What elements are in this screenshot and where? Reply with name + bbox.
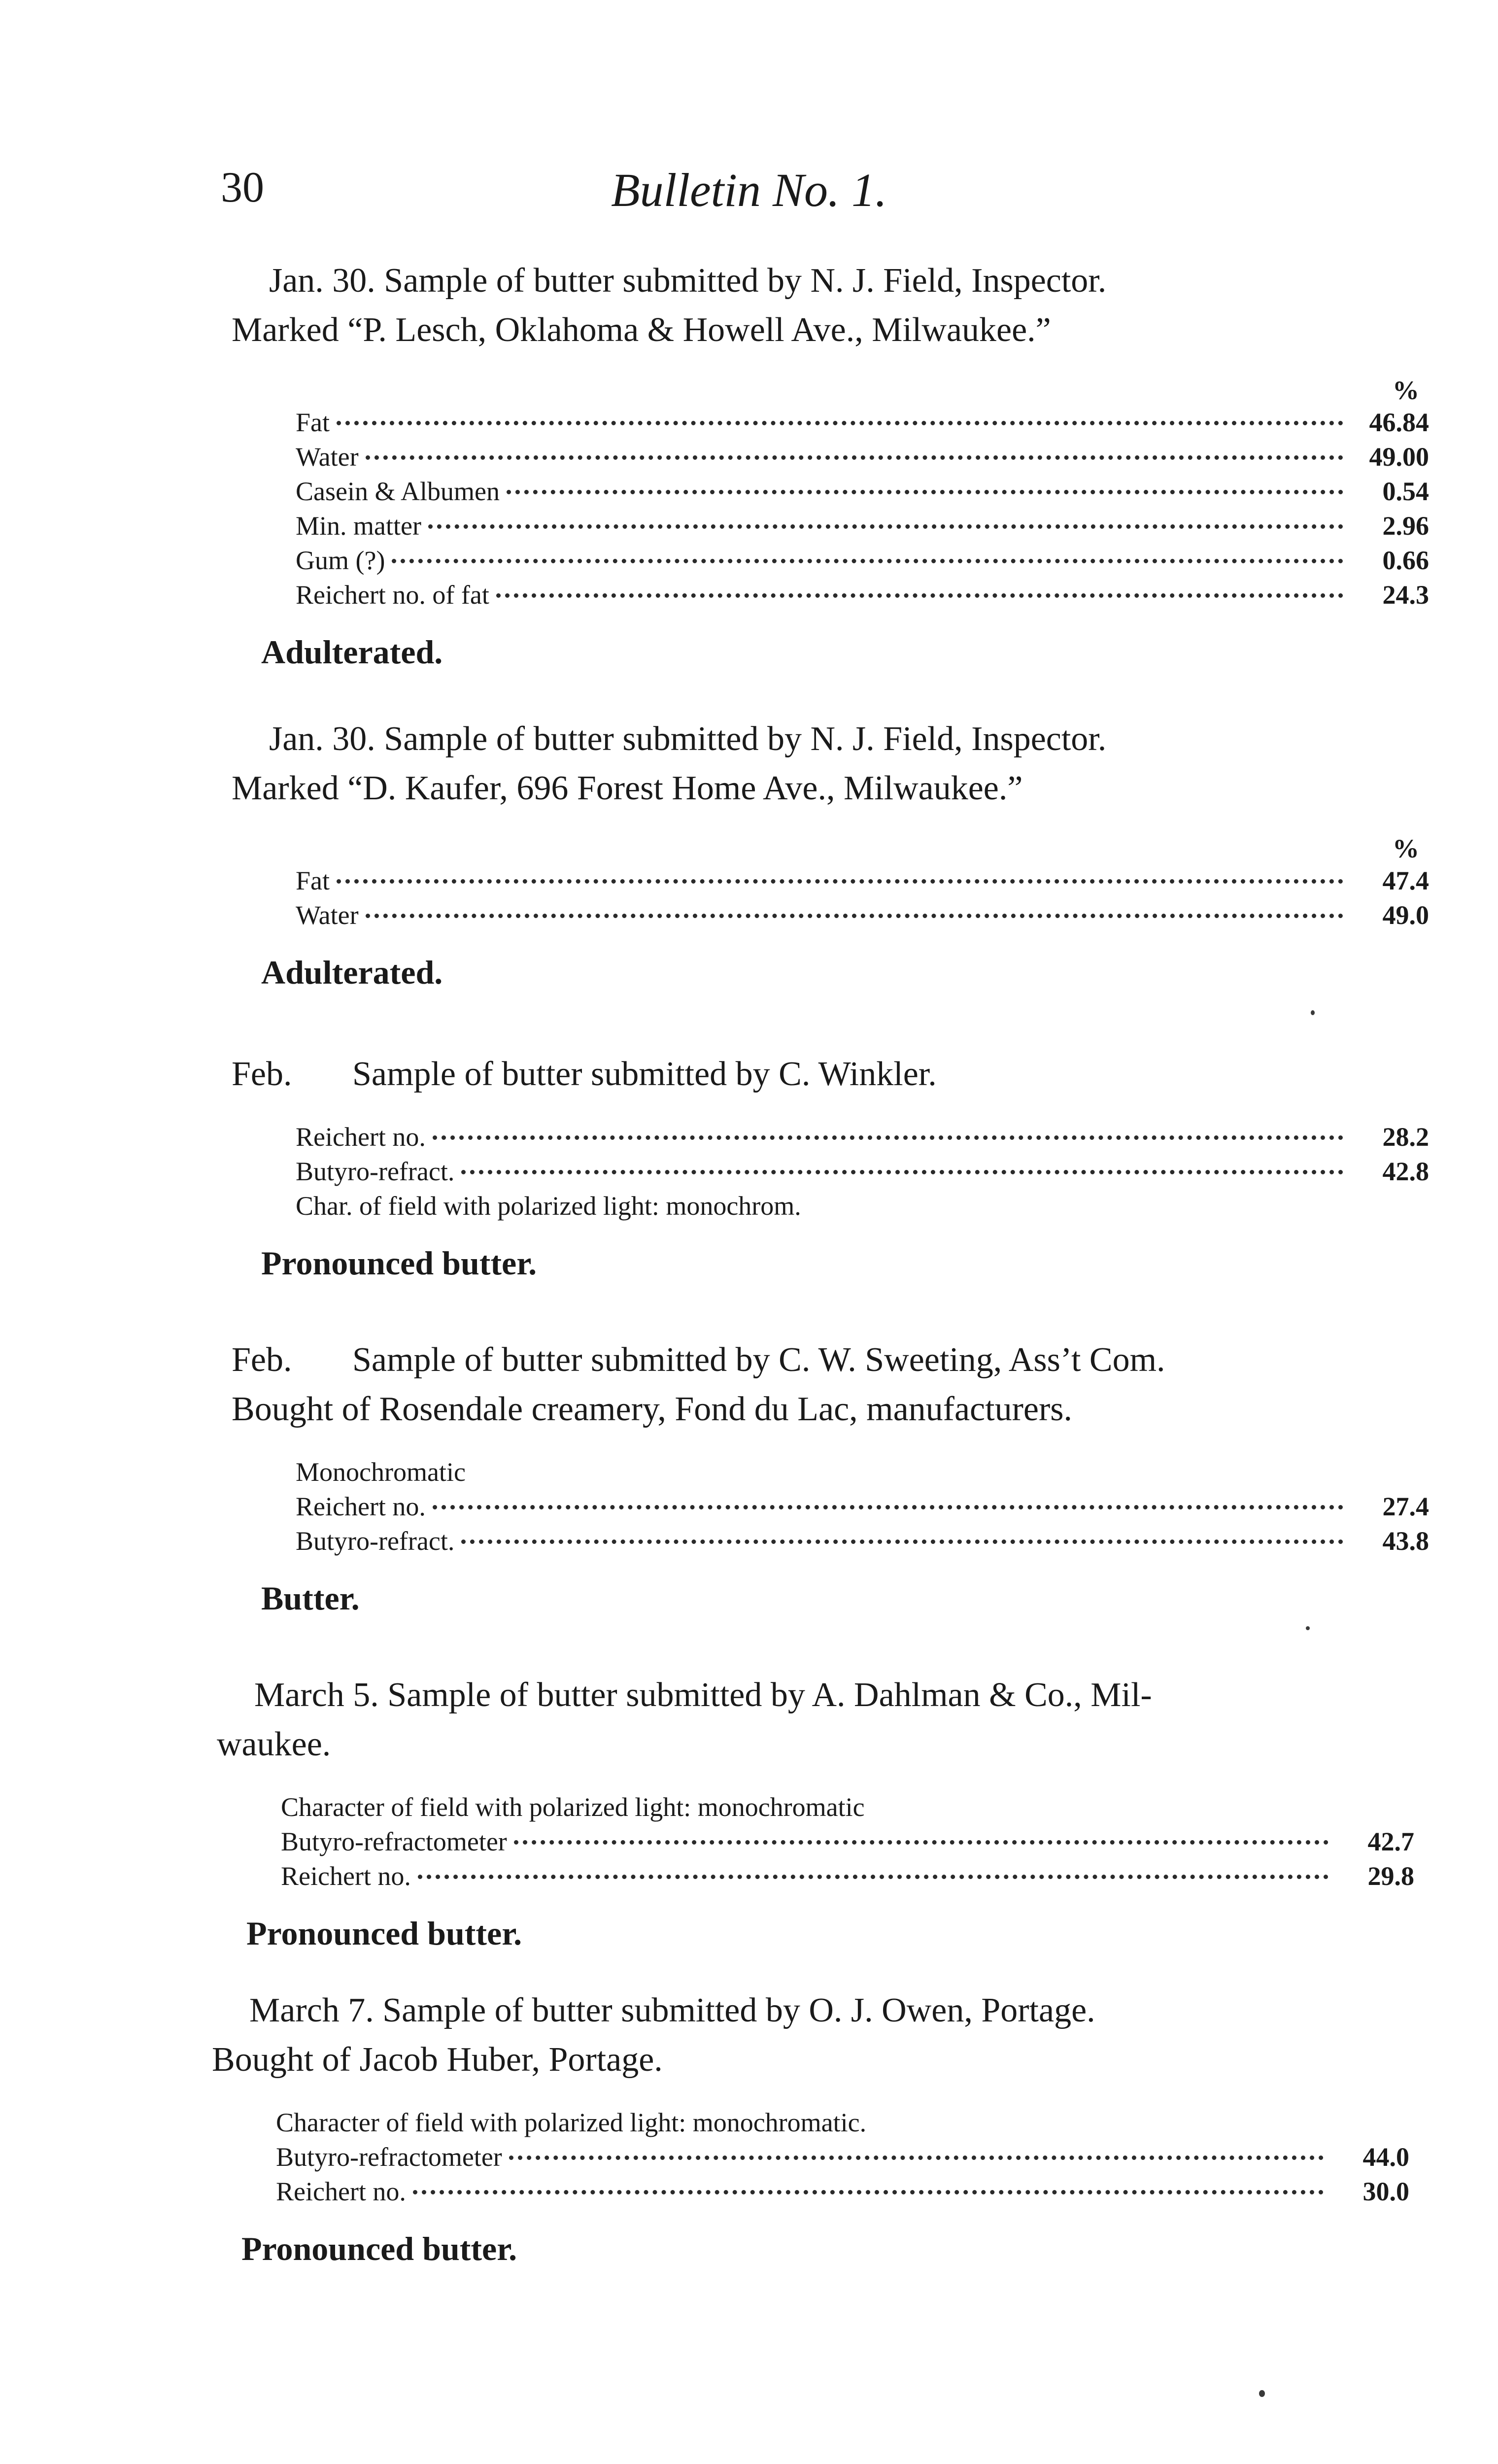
row-label: Reichert no. <box>276 2177 406 2206</box>
entry-heading-line: Feb. Sample of butter submitted by C. Winkler. <box>232 1055 937 1093</box>
running-title: Bulletin No. 1. <box>611 164 887 216</box>
analysis-table <box>296 376 1429 612</box>
analysis-row <box>276 2105 1409 2140</box>
sample-entry <box>217 1671 1414 1955</box>
entry-conclusion: Pronounced butter. <box>241 2230 517 2267</box>
row-value: 42.7 <box>1367 1827 1414 1856</box>
row-label: Min. matter <box>296 511 421 541</box>
scan-speck <box>1306 1626 1310 1630</box>
entry-conclusion: Pronounced butter. <box>246 1915 522 1952</box>
row-label: Casein & Albumen <box>296 477 500 506</box>
row-value: 49.00 <box>1369 442 1429 472</box>
analysis-row <box>276 2174 1409 2209</box>
analysis-row <box>296 543 1429 578</box>
analysis-row <box>296 405 1429 440</box>
analysis-table <box>296 1120 1429 1223</box>
entry-heading-line: Marked “D. Kaufer, 696 Forest Home Ave., Milwaukee.” <box>232 769 1023 807</box>
analysis-row <box>296 578 1429 612</box>
row-label: Fat <box>296 866 330 895</box>
dot-leader <box>509 2156 1324 2160</box>
analysis-row <box>296 509 1429 543</box>
row-label: Water <box>296 442 359 472</box>
dot-leader <box>496 593 1343 598</box>
scan-speck <box>1311 1010 1315 1015</box>
dot-leader <box>461 1540 1343 1544</box>
analysis-row <box>296 440 1429 474</box>
page-header <box>0 163 1498 232</box>
row-value: 28.2 <box>1382 1122 1429 1152</box>
analysis-row <box>296 898 1429 932</box>
row-value: 49.0 <box>1382 900 1429 930</box>
analysis-row <box>296 474 1429 509</box>
row-value: 0.66 <box>1382 546 1429 575</box>
entry-conclusion: Adulterated. <box>261 633 443 671</box>
row-label: Reichert no. <box>296 1492 426 1521</box>
scan-speck <box>1259 2390 1265 2397</box>
analysis-table <box>296 834 1429 932</box>
analysis-row <box>296 1524 1429 1558</box>
analysis-row <box>276 2140 1409 2174</box>
entry-conclusion: Butter. <box>261 1579 360 1617</box>
row-label: Reichert no. of fat <box>296 580 489 610</box>
sample-entry <box>232 256 1429 674</box>
row-value: 27.4 <box>1382 1492 1429 1521</box>
analysis-table <box>296 1455 1429 1558</box>
dot-leader <box>461 1170 1343 1174</box>
dot-leader <box>428 524 1343 529</box>
dot-leader <box>433 1135 1343 1140</box>
entry-heading <box>232 715 1424 813</box>
dot-leader <box>433 1505 1343 1509</box>
dot-leader <box>413 2190 1324 2194</box>
analysis-row <box>296 863 1429 898</box>
dot-leader <box>418 1875 1328 1879</box>
entry-heading <box>217 1671 1409 1769</box>
analysis-row <box>281 1859 1414 1893</box>
analysis-row <box>296 1455 1429 1489</box>
row-label: Butyro-refractometer <box>276 2142 502 2172</box>
row-label: Butyro-refractometer <box>281 1827 507 1856</box>
entry-heading-line: Jan. 30. Sample of butter submitted by N. J. Field, Inspector. <box>269 720 1107 758</box>
dot-leader <box>337 421 1343 425</box>
analysis-table <box>281 1790 1414 1893</box>
entry-heading-line: Jan. 30. Sample of butter submitted by N. J. Field, Inspector. <box>269 262 1107 300</box>
analysis-row <box>281 1824 1414 1859</box>
row-value: 29.8 <box>1367 1861 1414 1891</box>
entry-heading <box>232 256 1424 355</box>
entry-heading <box>232 1050 1424 1099</box>
analysis-table <box>276 2105 1409 2209</box>
dot-leader <box>507 490 1343 494</box>
entry-heading-line: Bought of Jacob Huber, Portage. <box>212 2041 663 2079</box>
sample-entry <box>232 1050 1429 1285</box>
analysis-row <box>296 1120 1429 1154</box>
row-value: 42.8 <box>1382 1157 1429 1186</box>
entry-heading <box>232 1335 1424 1434</box>
entry-heading <box>212 1986 1404 2085</box>
row-value: 44.0 <box>1362 2142 1409 2172</box>
entry-heading-line: March 7. Sample of butter submitted by O. J. Owen, Portage. <box>249 1991 1095 2029</box>
row-value: 46.84 <box>1369 408 1429 437</box>
row-value: 30.0 <box>1362 2177 1409 2206</box>
entry-heading-line: March 5. Sample of butter submitted by A. Dahlman & Co., Mil- <box>254 1676 1152 1714</box>
dot-leader <box>366 914 1343 918</box>
row-label: Gum (?) <box>296 546 385 575</box>
entry-conclusion: Pronounced butter. <box>261 1244 537 1282</box>
dot-leader <box>514 1840 1328 1845</box>
analysis-row <box>296 1489 1429 1524</box>
row-label: Character of field with polarized light: monochromatic <box>281 1792 865 1822</box>
row-value: 2.96 <box>1382 511 1429 541</box>
row-value: 24.3 <box>1382 580 1429 610</box>
row-value: 0.54 <box>1382 477 1429 506</box>
row-label: Water <box>296 900 359 930</box>
entry-heading-line: Marked “P. Lesch, Oklahoma & Howell Ave., Milwaukee.” <box>232 311 1051 349</box>
row-label: Character of field with polarized light: monochromatic. <box>276 2108 867 2137</box>
percent-sign: % <box>1393 834 1419 863</box>
row-label: Butyro-refract. <box>296 1157 455 1186</box>
dot-leader <box>366 455 1343 460</box>
row-label: Fat <box>296 408 330 437</box>
entry-heading-line: Bought of Rosendale creamery, Fond du Lac, manufacturers. <box>232 1390 1073 1428</box>
row-label: Reichert no. <box>281 1861 411 1891</box>
sample-entry <box>232 715 1429 994</box>
analysis-row <box>281 1790 1414 1824</box>
row-label: Monochromatic <box>296 1457 466 1487</box>
dot-leader <box>337 879 1343 884</box>
entry-heading-line: waukee. <box>217 1725 331 1763</box>
row-label: Butyro-refract. <box>296 1526 455 1556</box>
sample-entry <box>212 1986 1409 2271</box>
row-value: 47.4 <box>1382 866 1429 895</box>
entry-heading-line: Feb. Sample of butter submitted by C. W. Sweeting, Ass’t Com. <box>232 1341 1165 1379</box>
page-number: 30 <box>221 164 264 211</box>
analysis-row <box>296 1154 1429 1189</box>
dot-leader <box>392 559 1343 563</box>
row-label: Char. of field with polarized light: monochrom. <box>296 1191 801 1221</box>
sample-entry <box>232 1335 1429 1620</box>
row-label: Reichert no. <box>296 1122 426 1152</box>
row-value: 43.8 <box>1382 1526 1429 1556</box>
analysis-row <box>296 1189 1429 1223</box>
entry-conclusion: Adulterated. <box>261 954 443 991</box>
percent-sign: % <box>1393 376 1419 405</box>
